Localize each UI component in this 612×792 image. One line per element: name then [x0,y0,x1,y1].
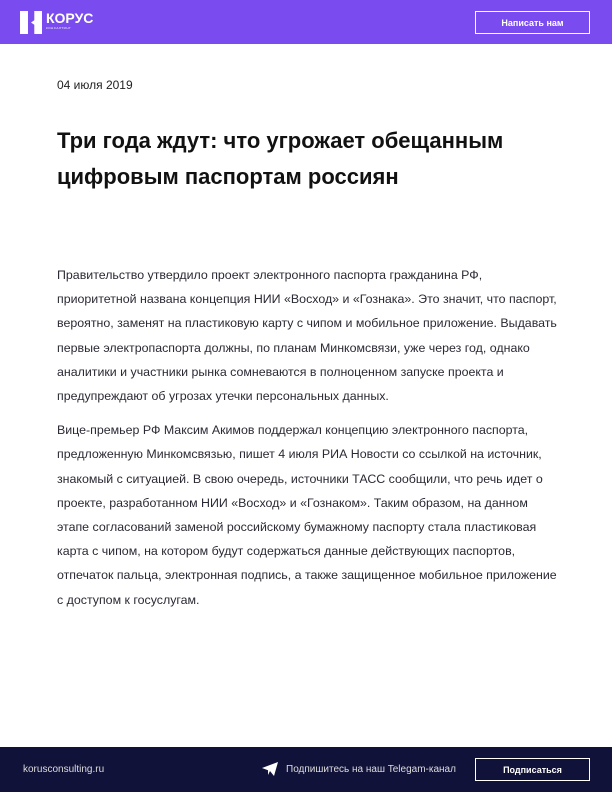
logo[interactable] [20,11,93,34]
article-date: 04 июля 2019 [57,78,133,92]
article-paragraph: Правительство утвердило проект электронного паспорта гражданина РФ, приоритетной названа концепция НИИ «Восход» и «Гознака». Это значит, что паспорт, вероятно, заменят на пластиковую карту с чипом и мобильное приложение. Выдавать первые электропаспорта должны, по планам Минкомсвязи, уже через год, однако аналитики и участники рынка сомневаются в полноценном запуске проекта и предупреждают об угрозах утечки персональных данных. [57,268,557,404]
subscribe-button[interactable]: Подписаться [475,758,590,781]
site-link[interactable]: korusconsulting.ru [23,764,105,775]
logo-text: КОРУС [46,10,94,26]
header [0,0,612,44]
telegram-icon [262,762,278,776]
logo-mark-icon [20,11,42,34]
footer [0,747,612,792]
article-paragraph: Вице-премьер РФ Максим Акимов поддержал концепцию электронного паспорта, предложенную Минкомсвязью, пишет 4 июля РИА Новости со ссылкой на источник, знакомый с ситуацией. В свою очередь, источники ТАСС сообщили, что речь идет о проекте, разработанном НИИ «Восход» и «Гознаком». Таким образом, на данном этапе согласований заменой российскому бумажному паспорту стала пластиковая карта с чипом, на котором будут содержаться данные действующих паспортов, отпечаток пальца, электронная подпись, а также защищенное мобильное приложение с доступом к госуслугам. [57,423,557,607]
telegram-text: Подпишитесь на наш Telegam-канал [286,763,456,775]
telegram-link[interactable] [262,762,456,776]
article-title: Три года ждут: что угрожает обещанным цифровым паспортам россиян [57,128,504,189]
logo-subtext: КОНСАЛТИНГ [46,26,72,30]
write-us-button[interactable]: Написать нам [475,11,590,34]
article-body [57,263,557,622]
